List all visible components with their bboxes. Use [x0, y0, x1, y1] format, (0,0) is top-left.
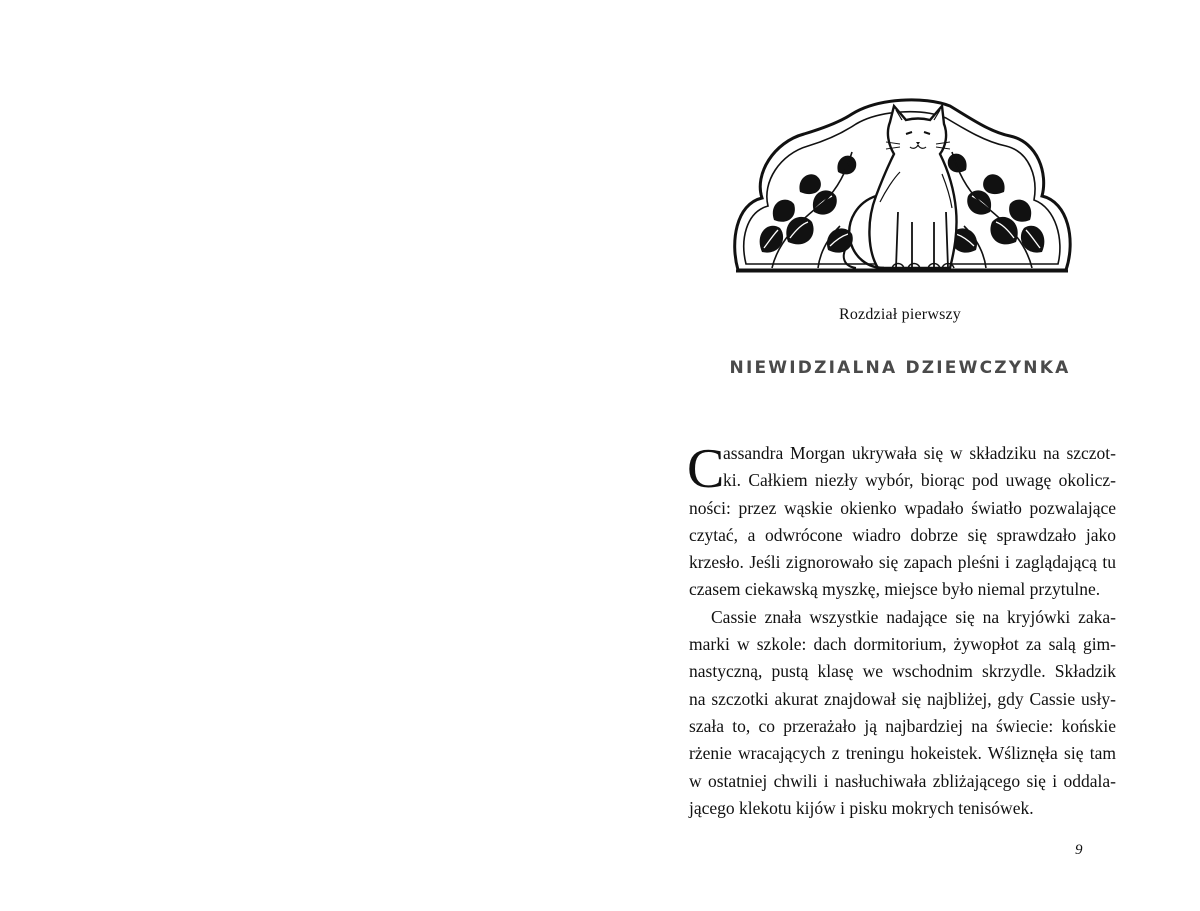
text-line: marki w szkole: dach dormitorium, żywopłot za salą gim-: [689, 634, 1116, 655]
text-line: rżenie wracających z treningu hokeistek. Wśliznęła się tam: [689, 743, 1116, 764]
page-number: 9: [1075, 842, 1083, 858]
text-line: czytać, a odwrócone wiadro dobrze się sprawdzało jako: [689, 524, 1116, 545]
text-line: na szczotki akurat znajdował się najbliżej, gdy Cassie usły-: [689, 688, 1116, 709]
text-line: nastyczną, pustą klasę we wschodnim skrzydle. Składzik: [689, 661, 1116, 682]
text-line: krzesło. Jeśli zignorowało się zapach pleśni i zaglądającą tu: [689, 552, 1116, 573]
text-line: Cassie znała wszystkie nadające się na kryjówki zaka-: [711, 606, 1116, 627]
drop-cap: C: [687, 438, 725, 500]
text-line: czasem ciekawską myszkę, miejsce było niemal przytulne.: [689, 579, 1101, 600]
body-text: [689, 440, 1116, 822]
text-line: ki. Całkiem niezły wybór, biorąc pod uwagę okolicz-: [723, 470, 1116, 491]
text-line: w ostatniej chwili i nasłuchiwała zbliżającego się i oddala-: [689, 770, 1116, 791]
text-line: jącego klekotu kijów i pisku mokrych tenisówek.: [689, 797, 1034, 818]
chapter-title: NIEWIDZIALNA DZIEWCZYNKA: [729, 358, 1071, 378]
text-line: assandra Morgan ukrywała się w składziku na szczot-: [723, 443, 1116, 463]
chapter-label: Rozdział pierwszy: [838, 306, 962, 323]
text-line: ności: przez wąskie okienko wpadało światło pozwalające: [689, 497, 1116, 518]
text-line: szała to, co przerażało ją najbardziej na świecie: końskie: [689, 715, 1116, 736]
cat-ornament-illustration: [728, 92, 1076, 278]
right-page: [600, 0, 1200, 911]
